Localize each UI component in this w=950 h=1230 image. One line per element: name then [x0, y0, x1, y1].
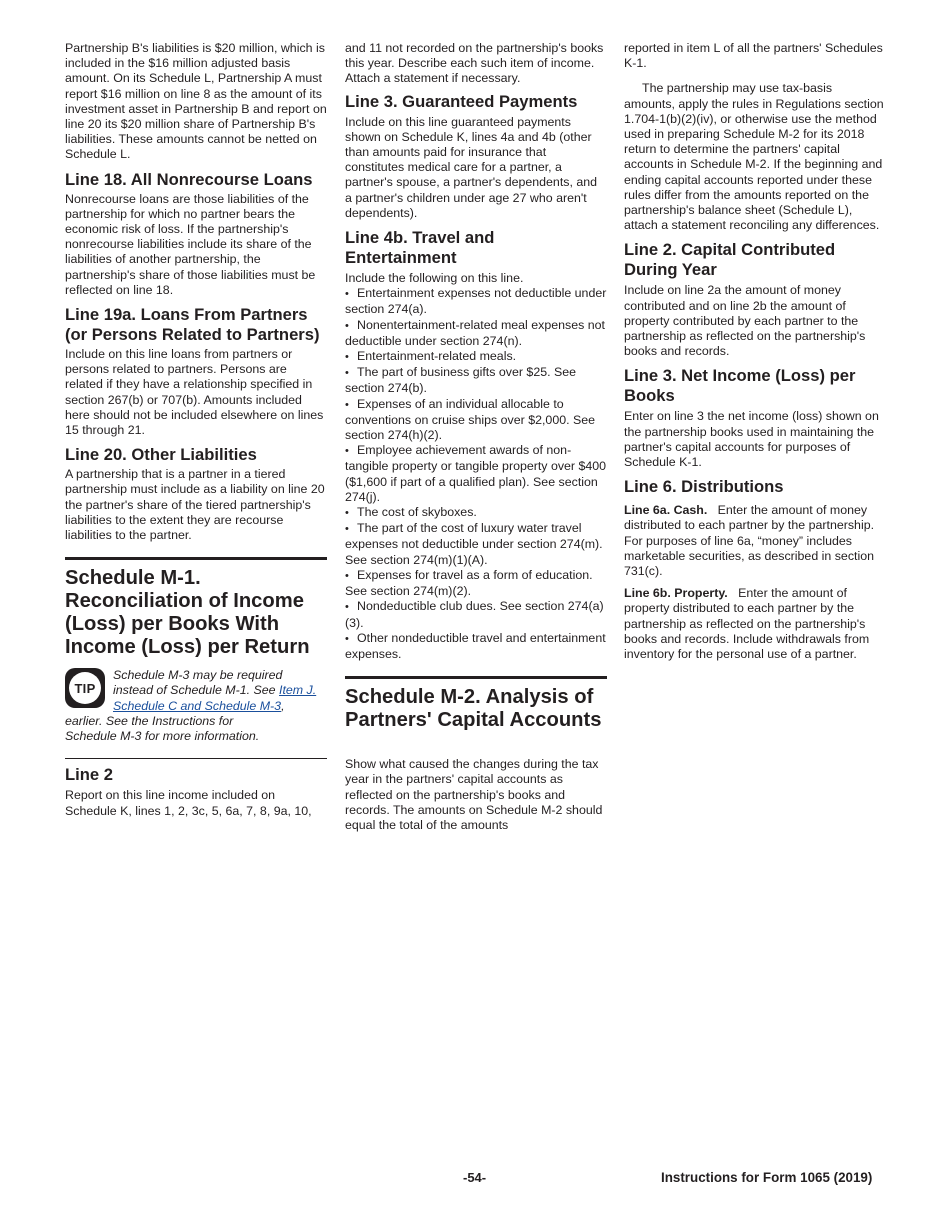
line18-paragraph: Nonrecourse loans are those liabilities of the partnership for which no partner bears the economic risk of loss. If the partnership's nonrecourse liabilities include its share of the liabilities of another partnership, the partnership's share of those liabilities must be reflected on line 18. [65, 191, 316, 297]
schedule-m1-heading: Schedule M-1. Reconciliation of Income (Loss) per Books With Income (Loss) per Return [65, 567, 310, 659]
line6a-run-in: Line 6a. Cash. [624, 503, 708, 518]
bullet-glyph: • [345, 319, 349, 332]
section-divider [345, 676, 607, 679]
net-income-paragraph: Enter on line 3 the net income (loss) shown on the partnership books used in maintaining the partner's capital accounts for purposes of Schedule K-1. [624, 409, 879, 470]
bullet-glyph: • [345, 351, 349, 364]
list-item-text: Entertainment expenses not deductible under section 274(a). [345, 286, 607, 317]
list-item [345, 365, 607, 396]
continued-paragraph: and 11 not recorded on the partnership's books this year. Describe each such item of income. Attach a statement if necessary. [345, 41, 604, 86]
item-j-link[interactable]: Item J. [279, 683, 317, 698]
list-item-text: Entertainment-related meals. [357, 349, 517, 364]
list-item-text: Expenses of an individual allocable to conventions on cruise ships over $2,000. See section 274(h)(2). [345, 396, 596, 443]
page-number: -54- [463, 1170, 487, 1185]
tip-comma: , [281, 698, 285, 713]
list-item [345, 397, 607, 444]
list-item [345, 443, 607, 505]
line4b-heading: Line 4b. Travel and Entertainment [345, 228, 495, 268]
net-income-heading: Line 3. Net Income (Loss) per Books [624, 366, 856, 406]
capital-contributed-heading: Line 2. Capital Contributed During Year [624, 240, 836, 280]
tip-line: Schedule M-3 for more information. [65, 729, 260, 744]
column-2 [345, 41, 607, 833]
list-item [345, 505, 607, 521]
tip-box [65, 668, 327, 744]
column-3 [624, 41, 886, 662]
list-item-text: The part of business gifts over $25. See section 274(b). [345, 365, 577, 396]
bullet-glyph: • [345, 632, 349, 645]
tip-line: earlier. See the Instructions for [65, 713, 234, 728]
tip-line [113, 699, 327, 714]
bullet-glyph: • [345, 288, 349, 301]
bullet-glyph: • [345, 507, 349, 520]
schedule-m2-heading: Schedule M-2. Analysis of Partners' Capital Accounts [345, 686, 602, 732]
section-divider [65, 758, 327, 759]
bullet-glyph: • [345, 523, 349, 536]
line3-heading: Line 3. Guaranteed Payments [345, 91, 578, 111]
list-item [345, 599, 607, 630]
line3-paragraph: Include on this line guaranteed payments shown on Schedule K, lines 4a and 4b (other than amounts paid for insurance that constitutes medical care for a partner, a partner's spouse, a partner's dependents, and a partner's children under age 27 who aren't dependents). [345, 114, 598, 220]
continued-paragraph: reported in item L of all the partners' Schedules K-1. [624, 41, 883, 71]
form-title: Instructions for Form 1065 (2019) [661, 1170, 873, 1185]
line4b-paragraph: Include the following on this line. [345, 271, 524, 286]
list-item-text: Nondeductible club dues. See section 274(a)(3). [345, 599, 604, 630]
bullet-glyph: • [345, 367, 349, 380]
intro-paragraph: Partnership B's liabilities is $20 million, which is included in the $16 million adjusted basis amount. On its Schedule L, Partnership A must report $16 million on line 8 as the amount of its investment asset in Partnership B and report on line 20 its $20 million share of Partnership B's liabilities. These amounts cannot be netted on Schedule L. [65, 41, 327, 162]
list-item [345, 318, 607, 349]
list-item-text: Other nondeductible travel and entertainment expenses. [345, 630, 606, 661]
line18-heading: Line 18. All Nonrecourse Loans [65, 169, 313, 189]
list-item-text: Employee achievement awards of non-tangible property or tangible property over $400 ($1,600 if part of a qualified plan). See section 274(j). [345, 443, 607, 504]
line6b-run-in: Line 6b. Property. [624, 586, 728, 601]
line20-paragraph: A partnership that is a partner in a tiered partnership must include as a liability on line 20 the partner's share of the tiered partnership's liabilities to the extent they are recourse liabilities to the partner. [65, 467, 325, 543]
line6b-text: Enter the amount of property distributed to each partner by the partnership as reflected on the partnership's books and records. Include withdrawals from inventory for the personal use of a partner. [624, 586, 870, 662]
bullet-glyph: • [345, 601, 349, 614]
line6a-paragraph [624, 503, 886, 579]
list-item [345, 568, 607, 599]
bullet-glyph: • [345, 569, 349, 582]
line6a-text: Enter the amount of money distributed to each partner by the partnership. For purposes of line 6a, “money” includes marketable securities, as described in section 731(c). [624, 503, 875, 579]
bullet-glyph: • [345, 445, 349, 458]
tip-line [113, 683, 327, 698]
bullet-list [345, 286, 607, 662]
line20-heading: Line 20. Other Liabilities [65, 445, 257, 465]
section-divider [65, 557, 327, 560]
capital-contributed-paragraph: Include on line 2a the amount of money contributed and on line 2b the amount of property contributed by each partner to the partnership as reflected on the partnership's books and records. [624, 283, 866, 359]
line2-paragraph: Report on this line income included on Schedule K, lines 1, 2, 3c, 5, 6a, 7, 8, 9a, 10, [65, 788, 312, 818]
list-item [345, 521, 607, 568]
list-item [345, 349, 607, 365]
tax-basis-paragraph: The partnership may use tax-basis amounts, apply the rules in Regulations section 1.704-1(b)(2)(iv), or otherwise use the method used in preparing Schedule M-2 for its 2018 return to determine the partners' capital accounts in Schedule M-2. If the beginning and ending capital accounts reported under these rules differ from the amounts reported on the partnership's balance sheet (Schedule L), attach a statement reconciling any differences. [624, 81, 884, 233]
list-item-text: The part of the cost of luxury water travel expenses not deductible under section 274(m). See section 274(m)(1)(A). [345, 521, 603, 567]
list-item-text: The cost of skyboxes. [357, 505, 477, 520]
list-item [345, 286, 607, 317]
bullet-glyph: • [345, 398, 349, 411]
column-1 [65, 41, 327, 819]
line19a-paragraph: Include on this line loans from partners or persons related to partners. Persons are related if they have a relationship specified in section 267(b) or 707(b). Amounts included here should not be included elsewhere on lines 15 through 21. [65, 347, 324, 438]
tip-label: TIP [69, 672, 101, 704]
tip-icon [65, 668, 105, 708]
line2-heading: Line 2 [65, 765, 113, 785]
list-item [345, 631, 607, 662]
tip-line-text: instead of Schedule M-1. See [113, 683, 276, 698]
distributions-heading: Line 6. Distributions [624, 477, 784, 497]
schedule-c-m3-link[interactable]: Schedule C and Schedule M-3 [113, 698, 282, 713]
line6b-paragraph [624, 586, 886, 662]
tip-line: Schedule M-3 may be required [113, 668, 283, 683]
schedule-m2-paragraph: Show what caused the changes during the tax year in the partners' capital accounts as reflected on the partnership's books and records. The amounts on Schedule M-2 should equal the total of the amounts [345, 757, 603, 832]
line19a-heading: Line 19a. Loans From Partners (or Persons Related to Partners) [65, 305, 320, 345]
list-item-text: Nonentertainment-related meal expenses not deductible under section 274(n). [345, 317, 605, 348]
list-item-text: Expenses for travel as a form of education. See section 274(m)(2). [345, 567, 593, 599]
